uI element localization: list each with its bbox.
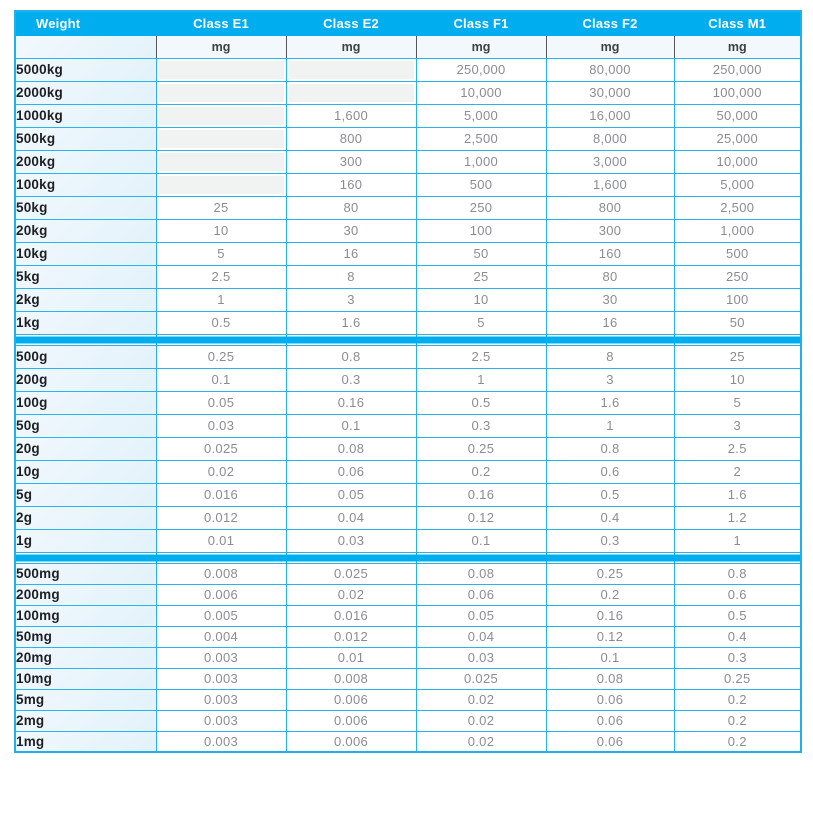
separator-cell <box>286 334 416 345</box>
value-cell: 0.5 <box>546 483 674 506</box>
value-cell: 250 <box>416 196 546 219</box>
value-cell: 0.4 <box>674 626 801 647</box>
value-cell: 0.25 <box>416 437 546 460</box>
value-cell-empty <box>156 150 286 173</box>
weight-cell: 2kg <box>15 288 156 311</box>
value-cell: 0.08 <box>546 668 674 689</box>
value-cell: 10,000 <box>416 81 546 104</box>
value-cell-empty <box>286 58 416 81</box>
value-cell: 0.08 <box>286 437 416 460</box>
separator-cell <box>15 552 156 563</box>
value-cell: 100,000 <box>674 81 801 104</box>
value-cell: 250,000 <box>674 58 801 81</box>
value-cell: 0.025 <box>286 563 416 584</box>
value-cell: 30 <box>286 219 416 242</box>
column-header-class-f1: Class F1 <box>416 11 546 35</box>
separator-cell <box>416 334 546 345</box>
value-cell: 3,000 <box>546 150 674 173</box>
value-cell: 1.6 <box>674 483 801 506</box>
value-cell: 1,600 <box>546 173 674 196</box>
value-cell: 0.02 <box>416 689 546 710</box>
value-cell: 1 <box>546 414 674 437</box>
value-cell: 0.025 <box>416 668 546 689</box>
weight-cell: 20mg <box>15 647 156 668</box>
value-cell: 0.02 <box>416 731 546 752</box>
table-row <box>15 710 801 731</box>
value-cell: 5 <box>416 311 546 334</box>
value-cell: 0.3 <box>286 368 416 391</box>
value-cell: 0.8 <box>674 563 801 584</box>
value-cell: 50,000 <box>674 104 801 127</box>
value-cell: 1,000 <box>674 219 801 242</box>
value-cell: 0.003 <box>156 689 286 710</box>
weight-cell: 200kg <box>15 150 156 173</box>
value-cell: 0.003 <box>156 668 286 689</box>
value-cell: 1,600 <box>286 104 416 127</box>
column-header-weight: Weight <box>15 11 156 35</box>
value-cell: 8 <box>286 265 416 288</box>
value-cell: 0.12 <box>546 626 674 647</box>
value-cell: 250 <box>674 265 801 288</box>
value-cell: 2.5 <box>674 437 801 460</box>
separator-cell <box>416 552 546 563</box>
value-cell: 800 <box>286 127 416 150</box>
weight-tolerance-table <box>14 10 802 753</box>
weight-cell: 5kg <box>15 265 156 288</box>
value-cell: 0.004 <box>156 626 286 647</box>
table-row <box>15 647 801 668</box>
value-cell: 0.8 <box>546 437 674 460</box>
value-cell: 2 <box>674 460 801 483</box>
value-cell: 0.03 <box>416 647 546 668</box>
value-cell: 0.2 <box>416 460 546 483</box>
value-cell: 10,000 <box>674 150 801 173</box>
value-cell: 0.16 <box>546 605 674 626</box>
header-row <box>15 11 801 35</box>
value-cell: 0.25 <box>674 668 801 689</box>
value-cell-empty <box>156 173 286 196</box>
value-cell: 0.012 <box>286 626 416 647</box>
value-cell: 0.16 <box>416 483 546 506</box>
value-cell: 0.2 <box>674 710 801 731</box>
value-cell: 0.1 <box>156 368 286 391</box>
value-cell: 1 <box>416 368 546 391</box>
value-cell: 8 <box>546 345 674 368</box>
value-cell: 0.6 <box>546 460 674 483</box>
weight-cell: 2g <box>15 506 156 529</box>
weight-cell: 100kg <box>15 173 156 196</box>
value-cell: 25 <box>156 196 286 219</box>
table-row <box>15 265 801 288</box>
weight-cell: 10mg <box>15 668 156 689</box>
value-cell: 5 <box>674 391 801 414</box>
value-cell: 160 <box>286 173 416 196</box>
value-cell: 0.3 <box>416 414 546 437</box>
value-cell: 0.06 <box>286 460 416 483</box>
value-cell: 25,000 <box>674 127 801 150</box>
value-cell: 0.25 <box>156 345 286 368</box>
value-cell: 2,500 <box>416 127 546 150</box>
value-cell: 10 <box>674 368 801 391</box>
value-cell: 800 <box>546 196 674 219</box>
weight-cell: 10kg <box>15 242 156 265</box>
table-row <box>15 368 801 391</box>
value-cell: 5 <box>156 242 286 265</box>
table-row <box>15 127 801 150</box>
table-row <box>15 506 801 529</box>
value-cell: 0.05 <box>286 483 416 506</box>
value-cell: 0.01 <box>156 529 286 552</box>
column-header-class-e2: Class E2 <box>286 11 416 35</box>
value-cell: 0.16 <box>286 391 416 414</box>
weight-cell: 100g <box>15 391 156 414</box>
separator-cell <box>15 334 156 345</box>
value-cell: 0.3 <box>546 529 674 552</box>
weight-cell: 1kg <box>15 311 156 334</box>
value-cell: 3 <box>674 414 801 437</box>
value-cell: 1.6 <box>546 391 674 414</box>
value-cell: 0.008 <box>156 563 286 584</box>
value-cell: 0.3 <box>674 647 801 668</box>
value-cell: 0.04 <box>416 626 546 647</box>
weight-cell: 20g <box>15 437 156 460</box>
weight-cell: 1000kg <box>15 104 156 127</box>
value-cell: 0.02 <box>416 710 546 731</box>
value-cell: 1.2 <box>674 506 801 529</box>
value-cell: 1 <box>156 288 286 311</box>
weight-cell: 50kg <box>15 196 156 219</box>
value-cell: 1.6 <box>286 311 416 334</box>
value-cell: 25 <box>416 265 546 288</box>
value-cell: 0.06 <box>546 710 674 731</box>
value-cell: 1 <box>674 529 801 552</box>
value-cell: 0.008 <box>286 668 416 689</box>
table-row <box>15 437 801 460</box>
weight-cell: 1g <box>15 529 156 552</box>
table-row <box>15 668 801 689</box>
weight-cell: 2mg <box>15 710 156 731</box>
value-cell: 2.5 <box>156 265 286 288</box>
value-cell: 0.4 <box>546 506 674 529</box>
separator-cell <box>674 552 801 563</box>
value-cell: 0.2 <box>674 731 801 752</box>
value-cell: 0.025 <box>156 437 286 460</box>
unit-row <box>15 35 801 58</box>
value-cell: 0.006 <box>286 689 416 710</box>
value-cell-empty <box>156 58 286 81</box>
unit-cell: mg <box>674 35 801 58</box>
value-cell: 0.2 <box>546 584 674 605</box>
separator-cell <box>156 334 286 345</box>
value-cell: 0.6 <box>674 584 801 605</box>
unit-cell: mg <box>416 35 546 58</box>
table-row <box>15 460 801 483</box>
separator-cell <box>546 552 674 563</box>
value-cell: 0.1 <box>546 647 674 668</box>
table-row <box>15 219 801 242</box>
table-row <box>15 173 801 196</box>
value-cell: 100 <box>416 219 546 242</box>
value-cell: 0.006 <box>156 584 286 605</box>
table-row <box>15 81 801 104</box>
value-cell: 0.02 <box>286 584 416 605</box>
value-cell-empty <box>156 104 286 127</box>
table-row <box>15 104 801 127</box>
value-cell: 0.5 <box>416 391 546 414</box>
weight-cell: 200g <box>15 368 156 391</box>
weight-cell: 500mg <box>15 563 156 584</box>
separator-cell <box>674 334 801 345</box>
value-cell: 0.1 <box>416 529 546 552</box>
value-cell: 50 <box>416 242 546 265</box>
table-row <box>15 529 801 552</box>
value-cell-empty <box>156 81 286 104</box>
value-cell: 0.012 <box>156 506 286 529</box>
value-cell: 0.03 <box>286 529 416 552</box>
value-cell: 8,000 <box>546 127 674 150</box>
value-cell: 16,000 <box>546 104 674 127</box>
value-cell: 0.003 <box>156 731 286 752</box>
value-cell: 16 <box>546 311 674 334</box>
value-cell: 0.05 <box>156 391 286 414</box>
table-row <box>15 150 801 173</box>
value-cell: 0.01 <box>286 647 416 668</box>
unit-cell: mg <box>156 35 286 58</box>
value-cell: 2.5 <box>416 345 546 368</box>
value-cell: 0.06 <box>546 731 674 752</box>
weight-cell: 200mg <box>15 584 156 605</box>
weight-cell: 2000kg <box>15 81 156 104</box>
value-cell: 0.016 <box>156 483 286 506</box>
value-cell: 0.016 <box>286 605 416 626</box>
value-cell-empty <box>286 81 416 104</box>
value-cell: 0.006 <box>286 710 416 731</box>
weight-cell: 5mg <box>15 689 156 710</box>
value-cell: 100 <box>674 288 801 311</box>
table-row <box>15 563 801 584</box>
section-separator <box>15 334 801 345</box>
value-cell: 0.1 <box>286 414 416 437</box>
value-cell: 0.5 <box>674 605 801 626</box>
weight-cell: 500kg <box>15 127 156 150</box>
unit-cell: mg <box>546 35 674 58</box>
weight-cell: 10g <box>15 460 156 483</box>
value-cell: 500 <box>416 173 546 196</box>
value-cell: 300 <box>546 219 674 242</box>
weight-cell: 100mg <box>15 605 156 626</box>
value-cell: 0.05 <box>416 605 546 626</box>
value-cell: 2,500 <box>674 196 801 219</box>
value-cell: 3 <box>286 288 416 311</box>
value-cell: 5,000 <box>416 104 546 127</box>
table-row <box>15 391 801 414</box>
table-row <box>15 584 801 605</box>
value-cell: 0.003 <box>156 710 286 731</box>
value-cell: 0.02 <box>156 460 286 483</box>
value-cell: 10 <box>156 219 286 242</box>
unit-cell: mg <box>286 35 416 58</box>
value-cell-empty <box>156 127 286 150</box>
column-header-class-e1: Class E1 <box>156 11 286 35</box>
table-row <box>15 483 801 506</box>
table-row <box>15 731 801 752</box>
value-cell: 5,000 <box>674 173 801 196</box>
column-header-class-f2: Class F2 <box>546 11 674 35</box>
column-header-class-m1: Class M1 <box>674 11 801 35</box>
value-cell: 0.25 <box>546 563 674 584</box>
value-cell: 16 <box>286 242 416 265</box>
value-cell: 0.12 <box>416 506 546 529</box>
weight-cell: 50g <box>15 414 156 437</box>
value-cell: 30 <box>546 288 674 311</box>
table-row <box>15 626 801 647</box>
weight-cell: 20kg <box>15 219 156 242</box>
value-cell: 80 <box>286 196 416 219</box>
weight-cell: 1mg <box>15 731 156 752</box>
value-cell: 80 <box>546 265 674 288</box>
table-row <box>15 605 801 626</box>
section-separator <box>15 552 801 563</box>
separator-cell <box>286 552 416 563</box>
table-row <box>15 196 801 219</box>
value-cell: 30,000 <box>546 81 674 104</box>
weight-cell: 5g <box>15 483 156 506</box>
weight-cell: 5000kg <box>15 58 156 81</box>
weight-cell: 500g <box>15 345 156 368</box>
value-cell: 0.005 <box>156 605 286 626</box>
value-cell: 80,000 <box>546 58 674 81</box>
value-cell: 3 <box>546 368 674 391</box>
value-cell: 0.04 <box>286 506 416 529</box>
value-cell: 0.006 <box>286 731 416 752</box>
value-cell: 0.08 <box>416 563 546 584</box>
value-cell: 0.8 <box>286 345 416 368</box>
value-cell: 160 <box>546 242 674 265</box>
table-row <box>15 58 801 81</box>
value-cell: 0.06 <box>416 584 546 605</box>
table-row <box>15 689 801 710</box>
unit-cell-blank <box>15 35 156 58</box>
value-cell: 0.03 <box>156 414 286 437</box>
value-cell: 0.06 <box>546 689 674 710</box>
value-cell: 300 <box>286 150 416 173</box>
table-row <box>15 288 801 311</box>
value-cell: 0.5 <box>156 311 286 334</box>
separator-cell <box>546 334 674 345</box>
value-cell: 50 <box>674 311 801 334</box>
value-cell: 1,000 <box>416 150 546 173</box>
value-cell: 500 <box>674 242 801 265</box>
value-cell: 0.2 <box>674 689 801 710</box>
value-cell: 25 <box>674 345 801 368</box>
table-row <box>15 345 801 368</box>
value-cell: 250,000 <box>416 58 546 81</box>
table-row <box>15 414 801 437</box>
separator-cell <box>156 552 286 563</box>
table-row <box>15 311 801 334</box>
weight-cell: 50mg <box>15 626 156 647</box>
value-cell: 10 <box>416 288 546 311</box>
table-row <box>15 242 801 265</box>
value-cell: 0.003 <box>156 647 286 668</box>
